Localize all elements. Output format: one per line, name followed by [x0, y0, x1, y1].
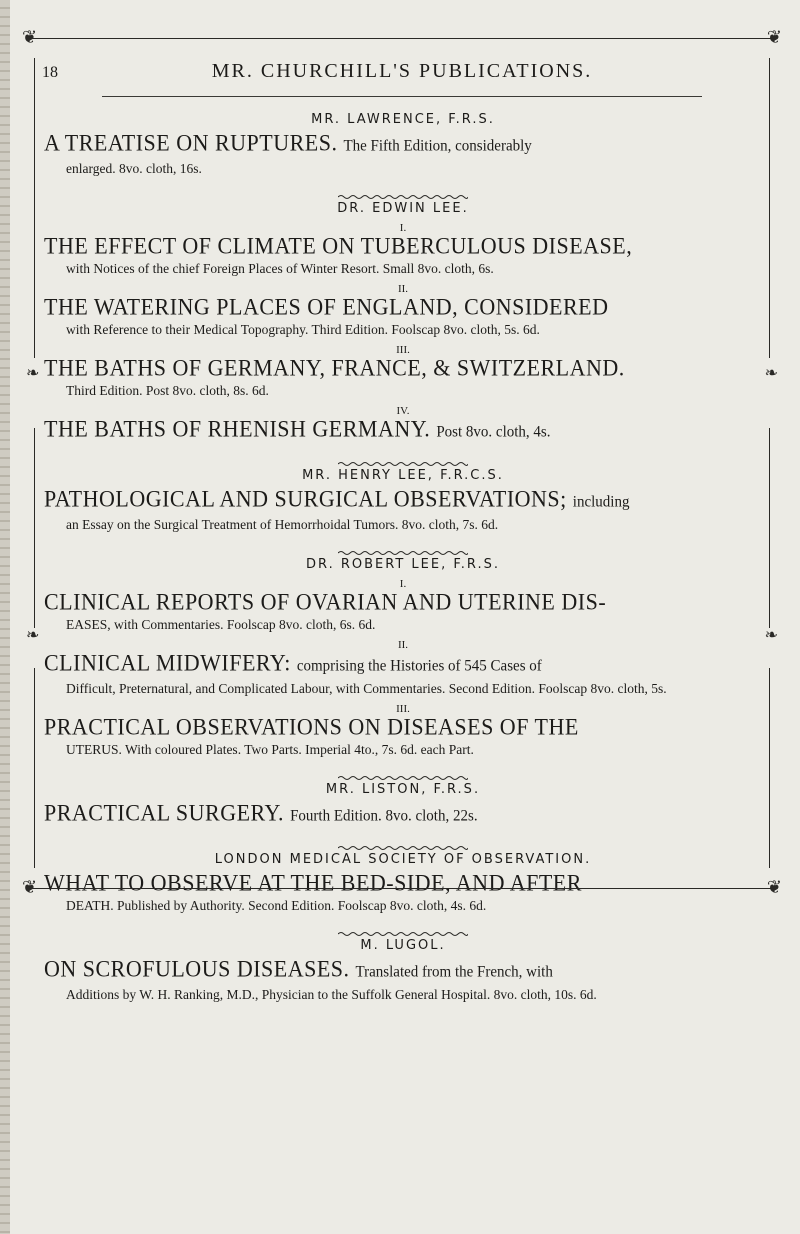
publication-title-tail: comprising the Histories of 545 Cases of — [296, 657, 542, 675]
section-divider — [338, 543, 468, 549]
side-ornament-icon: ❧ — [764, 627, 778, 644]
publication-title: PRACTICAL OBSERVATIONS ON DISEASES OF THE — [44, 713, 579, 740]
catalogue-page — [22, 28, 782, 1208]
publication-entry — [44, 578, 762, 633]
left-border-line — [34, 428, 35, 628]
bottom-border-rule — [32, 888, 772, 889]
publication-description: UTERUS. With coloured Plates. Two Parts. Imperial 4to., 7s. 6d. each Part. — [66, 742, 474, 757]
side-ornament-icon: ❧ — [26, 365, 40, 382]
author-heading: MR. HENRY LEE, F.R.C.S. — [302, 468, 504, 483]
running-title: MR. CHURCHILL'S PUBLICATIONS. — [211, 60, 593, 82]
book-binding-edge — [0, 0, 10, 1234]
entry-numeral: II. — [397, 639, 409, 651]
publication-title-line — [44, 589, 762, 614]
publication-entry — [44, 801, 762, 828]
publication-title-line — [44, 800, 762, 828]
section-divider — [338, 768, 468, 774]
publication-title-line — [44, 870, 762, 895]
publication-entry — [44, 639, 762, 697]
right-border-line — [769, 428, 770, 628]
publication-entry — [44, 703, 762, 758]
publication-description: EASES, with Commentaries. Foolscap 8vo. cloth, 6s. 6d. — [66, 617, 376, 632]
publication-title-line — [44, 233, 762, 258]
publication-title: A TREATISE ON RUPTURES. — [44, 129, 338, 156]
publication-description: enlarged. 8vo. cloth, 16s. — [66, 161, 202, 176]
publication-entry — [44, 344, 762, 399]
side-ornament-icon: ❧ — [764, 365, 778, 382]
publication-title-line — [44, 416, 762, 444]
entry-numeral: I. — [399, 222, 407, 234]
publication-entry — [44, 222, 762, 277]
publication-title-line — [44, 486, 762, 514]
publication-title-line — [44, 355, 762, 380]
publication-title-tail: including — [572, 493, 630, 511]
publication-title: WHAT TO OBSERVE AT THE BED-SIDE, AND AFTER — [44, 869, 582, 896]
publication-title: CLINICAL MIDWIFERY: — [44, 649, 291, 676]
page-number: 18 — [42, 64, 58, 81]
author-heading: DR. EDWIN LEE. — [337, 201, 469, 216]
author-heading: M. LUGOL. — [360, 938, 446, 953]
corner-ornament-icon: ❦ — [766, 27, 782, 47]
entry-numeral: IV. — [396, 405, 410, 417]
publication-entry — [44, 957, 762, 1003]
header-rule — [102, 96, 702, 97]
publication-description: Third Edition. Post 8vo. cloth, 8s. 6d. — [66, 383, 269, 398]
section-divider — [338, 838, 468, 844]
publication-description: DEATH. Published by Authority. Second Edition. Foolscap 8vo. cloth, 4s. 6d. — [66, 898, 487, 913]
corner-ornament-icon: ❦ — [766, 877, 782, 897]
publication-title: THE BATHS OF RHENISH GERMANY. — [44, 415, 431, 442]
corner-ornament-icon: ❦ — [22, 877, 38, 897]
top-border-rule — [32, 38, 772, 39]
catalogue-listing — [44, 104, 762, 1005]
entry-numeral: III. — [396, 344, 410, 356]
publication-title-line — [44, 714, 762, 739]
corner-ornament-icon: ❦ — [22, 27, 38, 47]
publication-title-line — [44, 650, 762, 678]
publication-entry — [44, 487, 762, 533]
right-border-line — [769, 668, 770, 868]
publication-title: THE EFFECT OF CLIMATE ON TUBERCULOUS DISEASE, — [44, 232, 633, 259]
page-header — [42, 60, 762, 83]
publication-description: with Reference to their Medical Topography. Third Edition. Foolscap 8vo. cloth, 5s. 6d. — [66, 322, 540, 337]
publication-description: Additions by W. H. Ranking, M.D., Physician to the Suffolk General Hospital. 8vo. cloth, 10s. 6d. — [66, 987, 597, 1002]
section-divider — [338, 187, 468, 193]
section-divider — [338, 924, 468, 930]
publication-entry — [44, 871, 762, 914]
publication-description: Difficult, Preternatural, and Complicated Labour, with Commentaries. Second Edition. Foolscap 8vo. cloth, 5s. — [66, 681, 667, 696]
publication-title-line — [44, 294, 762, 319]
publication-title: PRACTICAL SURGERY. — [44, 799, 285, 826]
publication-title: PATHOLOGICAL AND SURGICAL OBSERVATIONS; — [44, 485, 567, 512]
entry-numeral: II. — [397, 283, 409, 295]
entry-numeral: I. — [399, 578, 407, 590]
publication-entry — [44, 131, 762, 177]
publication-title-tail: Fourth Edition. 8vo. cloth, 22s. — [290, 807, 478, 825]
publication-title: THE WATERING PLACES OF ENGLAND, CONSIDERED — [44, 293, 609, 320]
publication-title: CLINICAL REPORTS OF OVARIAN AND UTERINE DIS- — [44, 588, 607, 615]
right-border-line — [769, 58, 770, 358]
left-border-line — [34, 58, 35, 358]
publication-title-tail: Post 8vo. cloth, 4s. — [436, 423, 551, 441]
author-heading: LONDON MEDICAL SOCIETY OF OBSERVATION. — [214, 852, 592, 867]
author-heading: MR. LISTON, F.R.S. — [325, 782, 481, 797]
entry-numeral: III. — [396, 703, 410, 715]
publication-title-tail: Translated from the French, with — [355, 963, 553, 981]
publication-entry — [44, 283, 762, 338]
author-heading: MR. LAWRENCE, F.R.S. — [311, 112, 495, 127]
publication-description: an Essay on the Surgical Treatment of Hemorrhoidal Tumors. 8vo. cloth, 7s. 6d. — [66, 517, 499, 532]
author-heading: DR. ROBERT LEE, F.R.S. — [306, 557, 500, 572]
publication-title-line — [44, 130, 762, 158]
left-border-line — [34, 668, 35, 868]
side-ornament-icon: ❧ — [26, 627, 40, 644]
publication-title: ON SCROFULOUS DISEASES. — [44, 955, 350, 982]
publication-title-tail: The Fifth Edition, considerably — [343, 137, 532, 155]
publication-entry — [44, 405, 762, 444]
publication-title-line — [44, 956, 762, 984]
publication-title: THE BATHS OF GERMANY, FRANCE, & SWITZERLAND. — [44, 354, 625, 381]
section-divider — [338, 454, 468, 460]
publication-description: with Notices of the chief Foreign Places of Winter Resort. Small 8vo. cloth, 6s. — [66, 261, 494, 276]
